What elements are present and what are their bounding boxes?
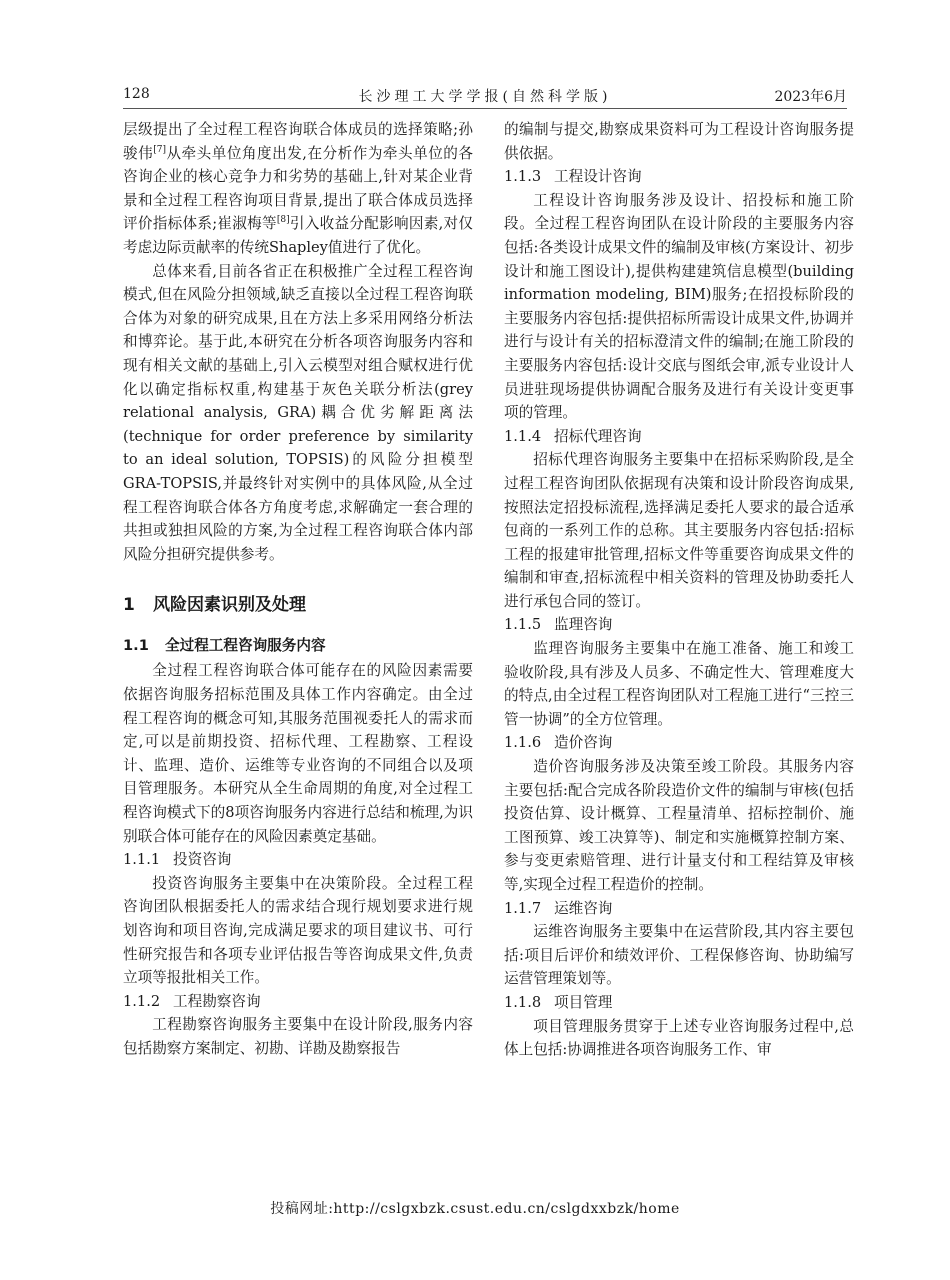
issue-date: 2023年6月 (774, 89, 847, 105)
paragraph-summary: 总体来看,目前各省正在积极推广全过程工程咨询模式,但在风险分担领域,缺乏直接以全过程工程咨询联合体为对象的研究成果,且在方法上多采用网络分析法和博弈论。基于此,本研究在分析各项咨询服务内容和现有相关文献的基础上,引入云模型对组合赋权进行优化以确定指标权重,构建基于灰色关联分析法(grey relational analysis, GRA)耦合优劣解距离法(technique for order preference by similarity to an ideal solution, TOPSIS)的风险分担模型GRA-TOPSIS,并最终针对实例中的具体风险,从全过程工程咨询联合体各方角度考虑,求解确定一套合理的共担或独担风险的方案,为全过程工程咨询联合体内部风险分担研究提供参考。 (123, 262, 473, 563)
subsection-heading-1-1: 1.1 全过程工程咨询服务内容 (123, 636, 326, 654)
subsubsection-heading-1-1-2: 1.1.2 工程勘察咨询 (123, 992, 261, 1010)
submission-url[interactable]: 投稿网址:http://cslgxbzk.csust.edu.cn/cslgdxxbzk/home (270, 1201, 680, 1217)
paragraph-literature-review: 层级提出了全过程工程咨询联合体成员的选择策略;孙骏伟[7]从牵头单位角度出发,在分析作为牵头单位的各咨询企业的核心竞争力和劣势的基础上,针对某企业背景和全过程工程咨询项目背景,提出了联合体成员选择评价指标体系;崔淑梅等[8]引入收益分配影响因素,对仅考虑边际贡献率的传统Shapley值进行了优化。 (123, 121, 474, 256)
page-header (123, 80, 847, 109)
left-column (123, 118, 473, 1061)
citation-ref-8[interactable]: [8] (276, 215, 290, 226)
right-column (504, 118, 854, 1062)
journal-title: 长沙理工大学学报(自然科学版) (358, 89, 612, 105)
paragraph-survey-consulting: 工程勘察咨询服务主要集中在设计阶段,服务内容包括勘察方案制定、初勘、详勘及勘察报告 (123, 1016, 473, 1057)
subsubsection-heading-1-1-8: 1.1.8 项目管理 (504, 993, 613, 1011)
subsubsection-heading-1-1-6: 1.1.6 造价咨询 (504, 734, 613, 752)
paragraph-survey-consulting-cont: 的编制与提交,勘察成果资料可为工程设计咨询服务提供依据。 (504, 121, 854, 162)
paragraph-cost-consulting: 造价咨询服务涉及决策至竣工阶段。其服务内容主要包括:配合完成各阶段造价文件的编制与审核(包括投资估算、设计概算、工程量清单、招标控制价、施工图预算、竣工决算等)、制定和实施概算控制方案、参与变更索赔管理、进行计量支付和工程结算及审核等,实现全过程工程造价的控制。 (504, 758, 854, 893)
page-number: 128 (123, 86, 150, 102)
paragraph-service-scope: 全过程工程咨询联合体可能存在的风险因素需要依据咨询服务招标范围及具体工作内容确定。由全过程工程咨询的概念可知,其服务范围视委托人的需求而定,可以是前期投资、招标代理、工程勘察、工程设计、监理、造价、运维等专业咨询的不同组合以及项目管理服务。本研究从全生命周期的角度,对全过程工程咨询模式下的8项咨询服务内容进行总结和梳理,为识别联合体可能存在的风险因素奠定基础。 (123, 662, 473, 845)
paragraph-operation-consulting: 运维咨询服务主要集中在运营阶段,其内容主要包括:项目后评价和绩效评价、工程保修咨询、协助编写运营管理策划等。 (504, 923, 854, 988)
paragraph-supervision: 监理咨询服务主要集中在施工准备、施工和竣工验收阶段,具有涉及人员多、不确定性大、管理难度大的特点,由全过程工程咨询团队对工程施工进行“三控三管一协调”的全方位管理。 (504, 640, 854, 728)
section-heading-1: 1 风险因素识别及处理 (123, 595, 306, 616)
paragraph-design-consulting: 工程设计咨询服务涉及设计、招投标和施工阶段。全过程工程咨询团队在设计阶段的主要服务内容包括:各类设计成果文件的编制及审核(方案设计、初步设计和施工图设计),提供构建建筑信息模型(building information modeling, BIM)服务;在招投标阶段的主要服务内容包括:提供招标所需设计成果文件,协调并进行与设计有关的招标澄清文件的编制;在施工阶段的主要服务内容包括:设计交底与图纸会审,派专业设计人员进驻现场提供协调配合服务及进行有关设计变更事项的管理。 (504, 191, 854, 422)
subsubsection-heading-1-1-7: 1.1.7 运维咨询 (504, 899, 613, 917)
subsubsection-heading-1-1-4: 1.1.4 招标代理咨询 (504, 427, 642, 445)
subsubsection-heading-1-1-3: 1.1.3 工程设计咨询 (504, 168, 642, 186)
citation-ref-7[interactable]: [7] (153, 144, 166, 155)
paragraph-investment-consulting: 投资咨询服务主要集中在决策阶段。全过程工程咨询团队根据委托人的需求结合现行规划要求进行规划咨询和项目咨询,完成满足要求的项目建议书、可行性研究报告和各项专业评估报告等咨询成果文件,负责立项等报批相关工作。 (123, 874, 473, 987)
subsubsection-heading-1-1-5: 1.1.5 监理咨询 (504, 616, 613, 634)
paragraph-bidding-agency: 招标代理咨询服务主要集中在招标采购阶段,是全过程工程咨询团队依据现有决策和设计阶段咨询成果,按照法定招投标流程,选择满足委托人要求的最合适承包商的一系列工作的总称。其主要服务内容包括:招标工程的报建审批管理,招标文件等重要咨询成果文件的编制和审查,招标流程中相关资料的管理及协助委托人进行承包合同的签订。 (504, 451, 854, 610)
paragraph-project-management: 项目管理服务贯穿于上述专业咨询服务过程中,总体上包括:协调推进各项咨询服务工作、审 (504, 1017, 854, 1059)
subsubsection-heading-1-1-1: 1.1.1 投资咨询 (123, 851, 232, 869)
